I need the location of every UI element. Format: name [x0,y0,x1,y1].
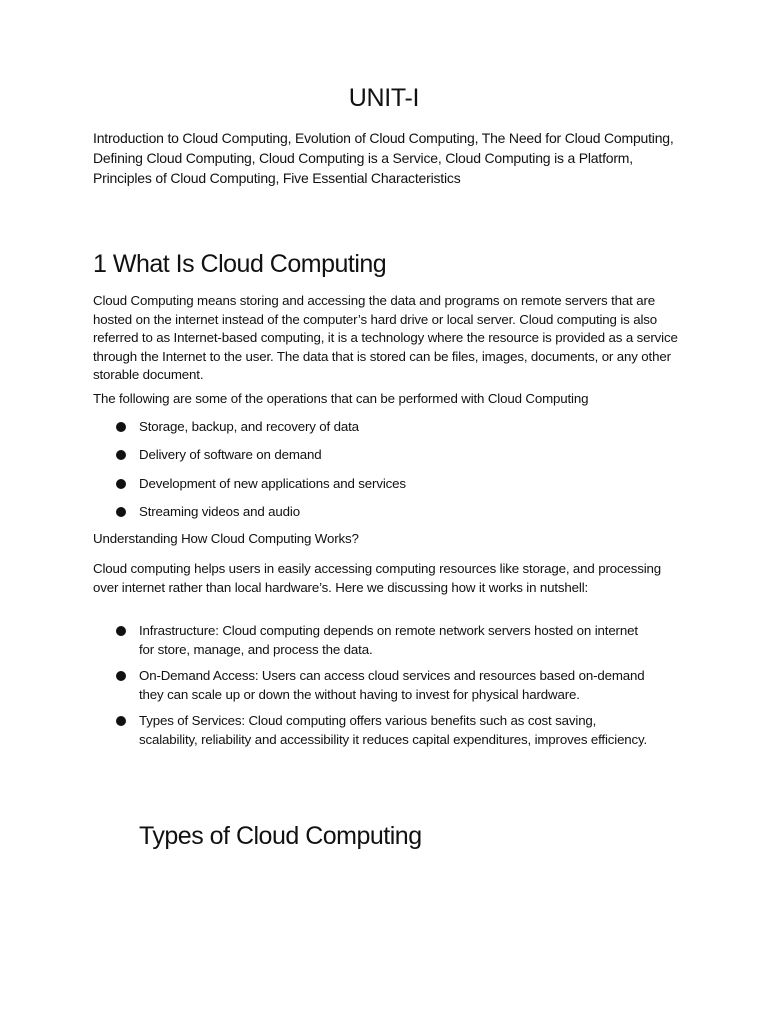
list-item-text: Streaming videos and audio [139,503,300,519]
list-item-text: Cloud computing offers various benefits such as cost saving, scalability, reliability and accessibility it reduces capital expenditures, improves efficiency. [139,713,648,747]
operations-intro: The following are some of the operations that can be performed with Cloud Computing [93,391,589,406]
unit-title: UNIT-I [348,84,420,112]
how-it-works-heading: Understanding How Cloud Computing Works? [93,531,359,546]
list-item [93,475,653,503]
list-item-text: Development of new applications and services [139,475,406,491]
bullet-icon [116,626,126,636]
definition-text: means storing and accessing the data and programs on remote servers that are hosted on the internet instead of the computer’s hard drive or local server. Cloud computing is also referred to as Internet-based computing, it is a technology where the resource is provided as a service through the Internet to the user. The data that is stored can be files, images, documents, or any other storable document. [93,293,678,382]
list-item [93,446,653,474]
definition-paragraph [93,292,683,385]
list-item-text: Delivery of software on demand [139,447,322,463]
unit-topics: Introduction to Cloud Computing, Evolution of Cloud Computing, The Need for Cloud Computing, Defining Cloud Computing, Cloud Computing is a Service, Cloud Computing is a Platform, Principles of Cloud Computing, Five Essential Characteristics [93,130,674,186]
bullet-icon [116,479,126,489]
section-heading-types-of-cloud: Types of Cloud Computing [139,822,422,850]
list-item [93,503,653,531]
bullet-icon [116,716,126,726]
list-item-label: Infrastructure: [139,623,219,638]
list-item-text: Storage, backup, and recovery of data [139,419,359,434]
bullet-icon [116,671,126,681]
how-it-works-intro: Cloud computing helps users in easily accessing computing resources like storage, and processing over internet rather than local hardware’s. Here we discussing how it works in nutshell: [93,561,662,595]
list-item-text: Cloud computing depends on remote network servers hosted on internet for store, manage, and process the data. [139,623,638,657]
bullet-icon [116,422,126,432]
bullet-icon [116,507,126,517]
list-item [93,667,653,704]
section-heading-what-is-cloud: 1 What Is Cloud Computing [93,250,387,278]
list-item [93,418,653,446]
list-item-text: Users can access cloud services and resources based on-demand they can scale up or down the without having to invest for physical hardware. [139,668,645,702]
list-item-label: On-Demand Access: [139,668,259,683]
bullet-icon [116,450,126,460]
list-item [93,712,653,749]
list-item [93,622,653,659]
definition-lead-term: Cloud Computing [93,293,194,308]
how-it-works-list [93,622,653,757]
operations-list [93,418,653,531]
list-item-label: Types of Services: [139,713,245,728]
